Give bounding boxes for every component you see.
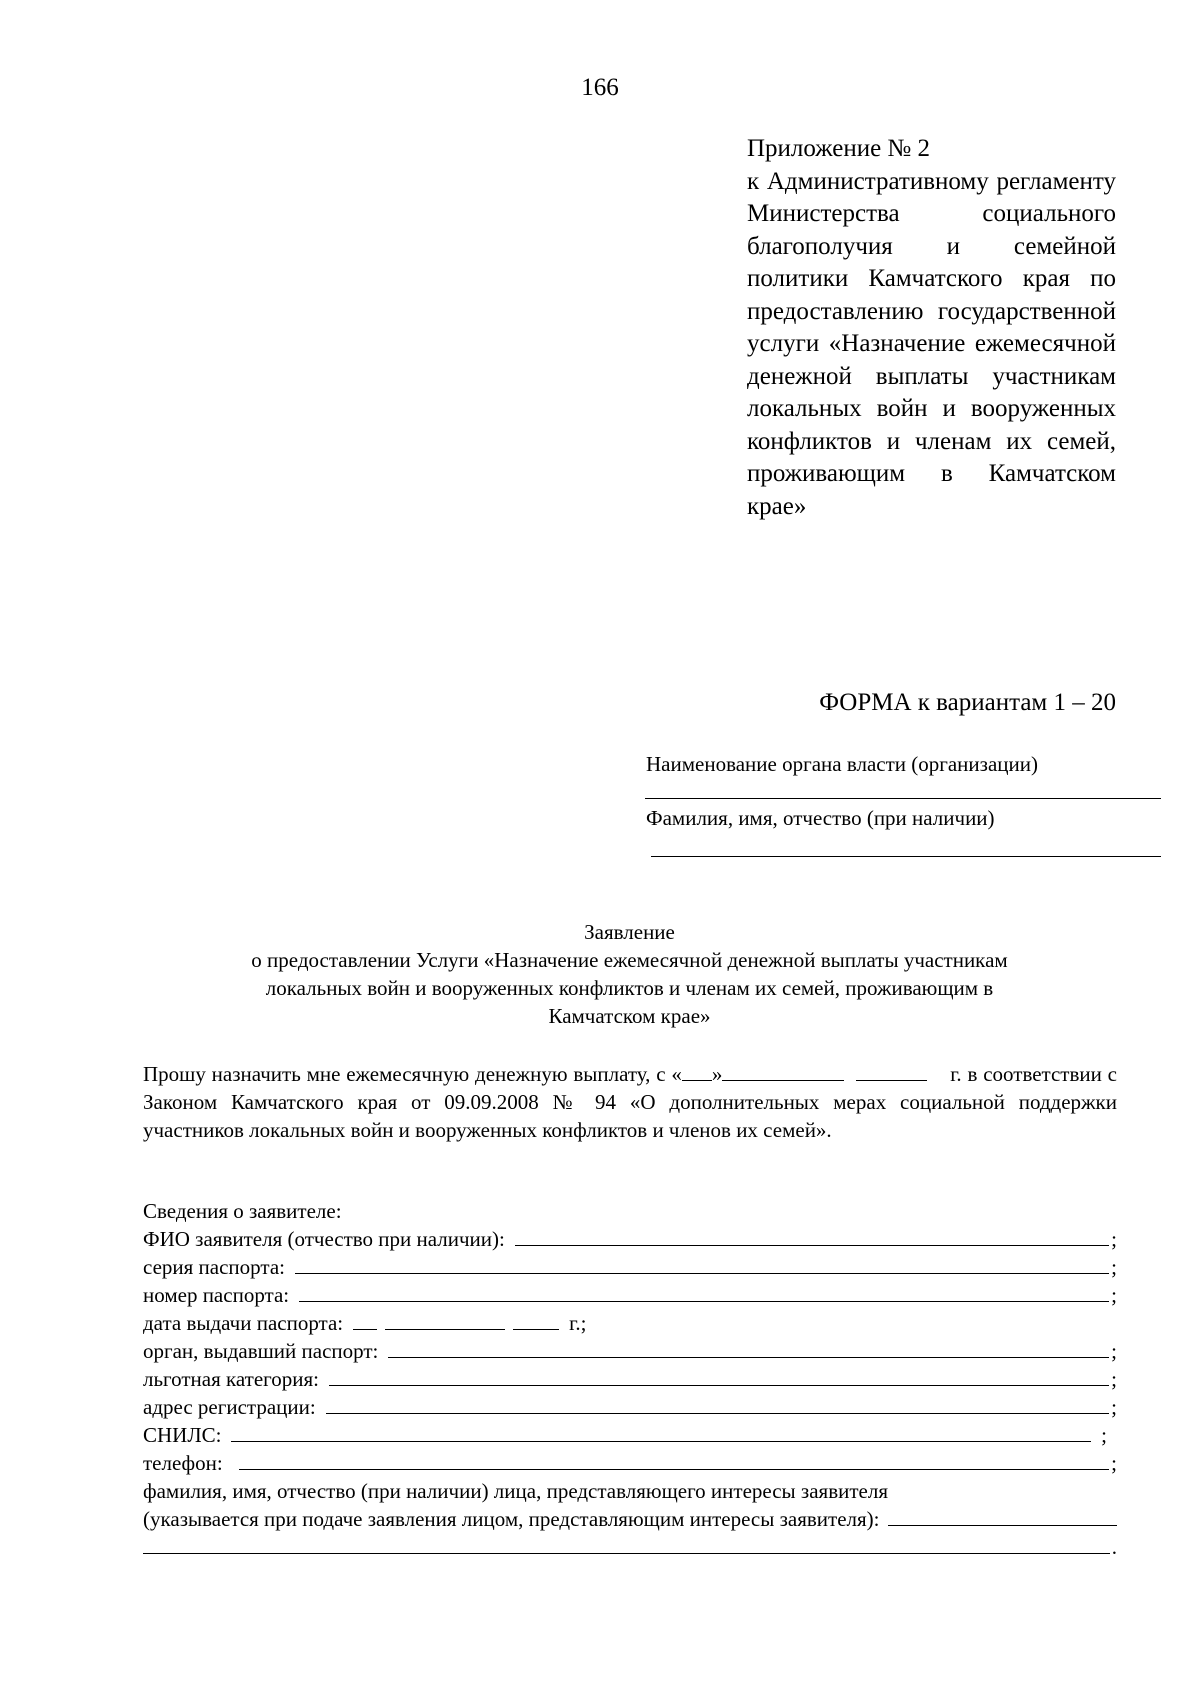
request-rest: соответствии с Законом Камчатского края от 09.09.2008 № 94 «О дополнительных мерах социальной поддержки участников локальных войн и вооруженных конфликтов и членов их семей».: [143, 1062, 1118, 1142]
phone-label: телефон:: [143, 1451, 223, 1475]
request-prefix: Прошу назначить мне ежемесячную денежную выплату, с «: [143, 1062, 682, 1086]
passport-number-field[interactable]: [299, 1283, 1109, 1302]
year-blank[interactable]: [856, 1062, 927, 1081]
category-field[interactable]: [329, 1367, 1109, 1386]
annex-text: к Административному регламенту Министерства социального благополучия и семейной политики Камчатского края по предоставлению государственной услуги «Назначение ежемесячной денежной выплаты участникам локальных войн и вооруженных конфликтов и членам их семей, проживающим в Камчатском крае»: [747, 167, 1116, 520]
passport-series-label: серия паспорта:: [143, 1255, 285, 1279]
fio-field[interactable]: [515, 1227, 1109, 1246]
statement-subtitle-line-2: локальных войн и вооруженных конфликтов и членам их семей, проживающим в: [265, 976, 994, 1000]
month-blank[interactable]: [722, 1062, 844, 1081]
statement-subtitle-line-3: Камчатском крае»: [548, 1004, 711, 1028]
address-field[interactable]: [326, 1395, 1109, 1414]
phone-field[interactable]: [239, 1451, 1109, 1470]
addressee-block: [645, 750, 1161, 857]
passport-year-field[interactable]: [513, 1311, 559, 1330]
fio-terminator: ;: [1111, 1227, 1117, 1251]
snils-terminator: ;: [1101, 1423, 1107, 1447]
organ-label: Наименование органа власти (организации): [646, 752, 1038, 776]
organ-line[interactable]: [645, 798, 1161, 799]
request-quote-close: »: [711, 1062, 723, 1086]
passport-date-row: [143, 1309, 1117, 1337]
category-row: [143, 1365, 1117, 1393]
annex-header: [747, 133, 1116, 523]
representative-terminator: .: [1111, 1535, 1117, 1559]
issuer-terminator: ;: [1111, 1339, 1117, 1363]
snils-label: СНИЛС:: [143, 1423, 222, 1447]
category-label: льготная категория:: [143, 1367, 319, 1391]
snils-row: [143, 1421, 1117, 1449]
representative-field-1[interactable]: [888, 1507, 1118, 1526]
address-row: [143, 1393, 1117, 1421]
phone-terminator: ;: [1111, 1451, 1117, 1475]
issuer-label: орган, выдавший паспорт:: [143, 1339, 379, 1363]
representative-field-2[interactable]: [143, 1535, 1110, 1554]
day-blank[interactable]: [682, 1062, 712, 1081]
request-paragraph: [143, 1060, 1117, 1144]
passport-series-field[interactable]: [295, 1255, 1109, 1274]
statement-title: Заявление: [584, 920, 675, 944]
request-year-suffix: г. в: [950, 1062, 978, 1086]
statement-title-block: [142, 918, 1117, 1030]
name-line[interactable]: [651, 856, 1161, 857]
snils-field[interactable]: [231, 1423, 1091, 1442]
issuer-field[interactable]: [388, 1339, 1109, 1358]
address-terminator: ;: [1111, 1395, 1117, 1419]
passport-date-label: дата выдачи паспорта:: [143, 1311, 344, 1335]
annex-title: Приложение № 2: [747, 135, 931, 162]
applicant-section: [143, 1197, 1117, 1561]
passport-number-label: номер паспорта:: [143, 1283, 290, 1307]
statement-subtitle-line-1: о предоставлении Услуги «Назначение ежемесячной денежной выплаты участникам: [251, 948, 1008, 972]
fio-label: ФИО заявителя (отчество при наличии):: [143, 1227, 505, 1251]
passport-series-terminator: ;: [1111, 1255, 1117, 1279]
passport-day-field[interactable]: [353, 1311, 377, 1330]
page-number: 166: [581, 74, 619, 101]
fio-row: [143, 1225, 1117, 1253]
phone-row: [143, 1449, 1117, 1477]
passport-date-suffix: г.;: [569, 1311, 587, 1335]
representative-note-row: [143, 1505, 1117, 1533]
passport-number-terminator: ;: [1111, 1283, 1117, 1307]
passport-number-row: [143, 1281, 1117, 1309]
representative-text: фамилия, имя, отчество (при наличии) лица, представляющего интересы заявителя: [143, 1479, 888, 1503]
address-label: адрес регистрации:: [143, 1395, 316, 1419]
category-terminator: ;: [1111, 1367, 1117, 1391]
form-variant-label: ФОРМА к вариантам 1 – 20: [819, 689, 1116, 716]
representative-note: (указывается при подаче заявления лицом, представляющим интересы заявителя):: [143, 1507, 880, 1531]
passport-month-field[interactable]: [385, 1311, 505, 1330]
issuer-row: [143, 1337, 1117, 1365]
representative-last-row: [143, 1533, 1117, 1561]
applicant-heading: Сведения о заявителе:: [143, 1199, 342, 1223]
passport-series-row: [143, 1253, 1117, 1281]
name-label: Фамилия, имя, отчество (при наличии): [646, 806, 995, 830]
